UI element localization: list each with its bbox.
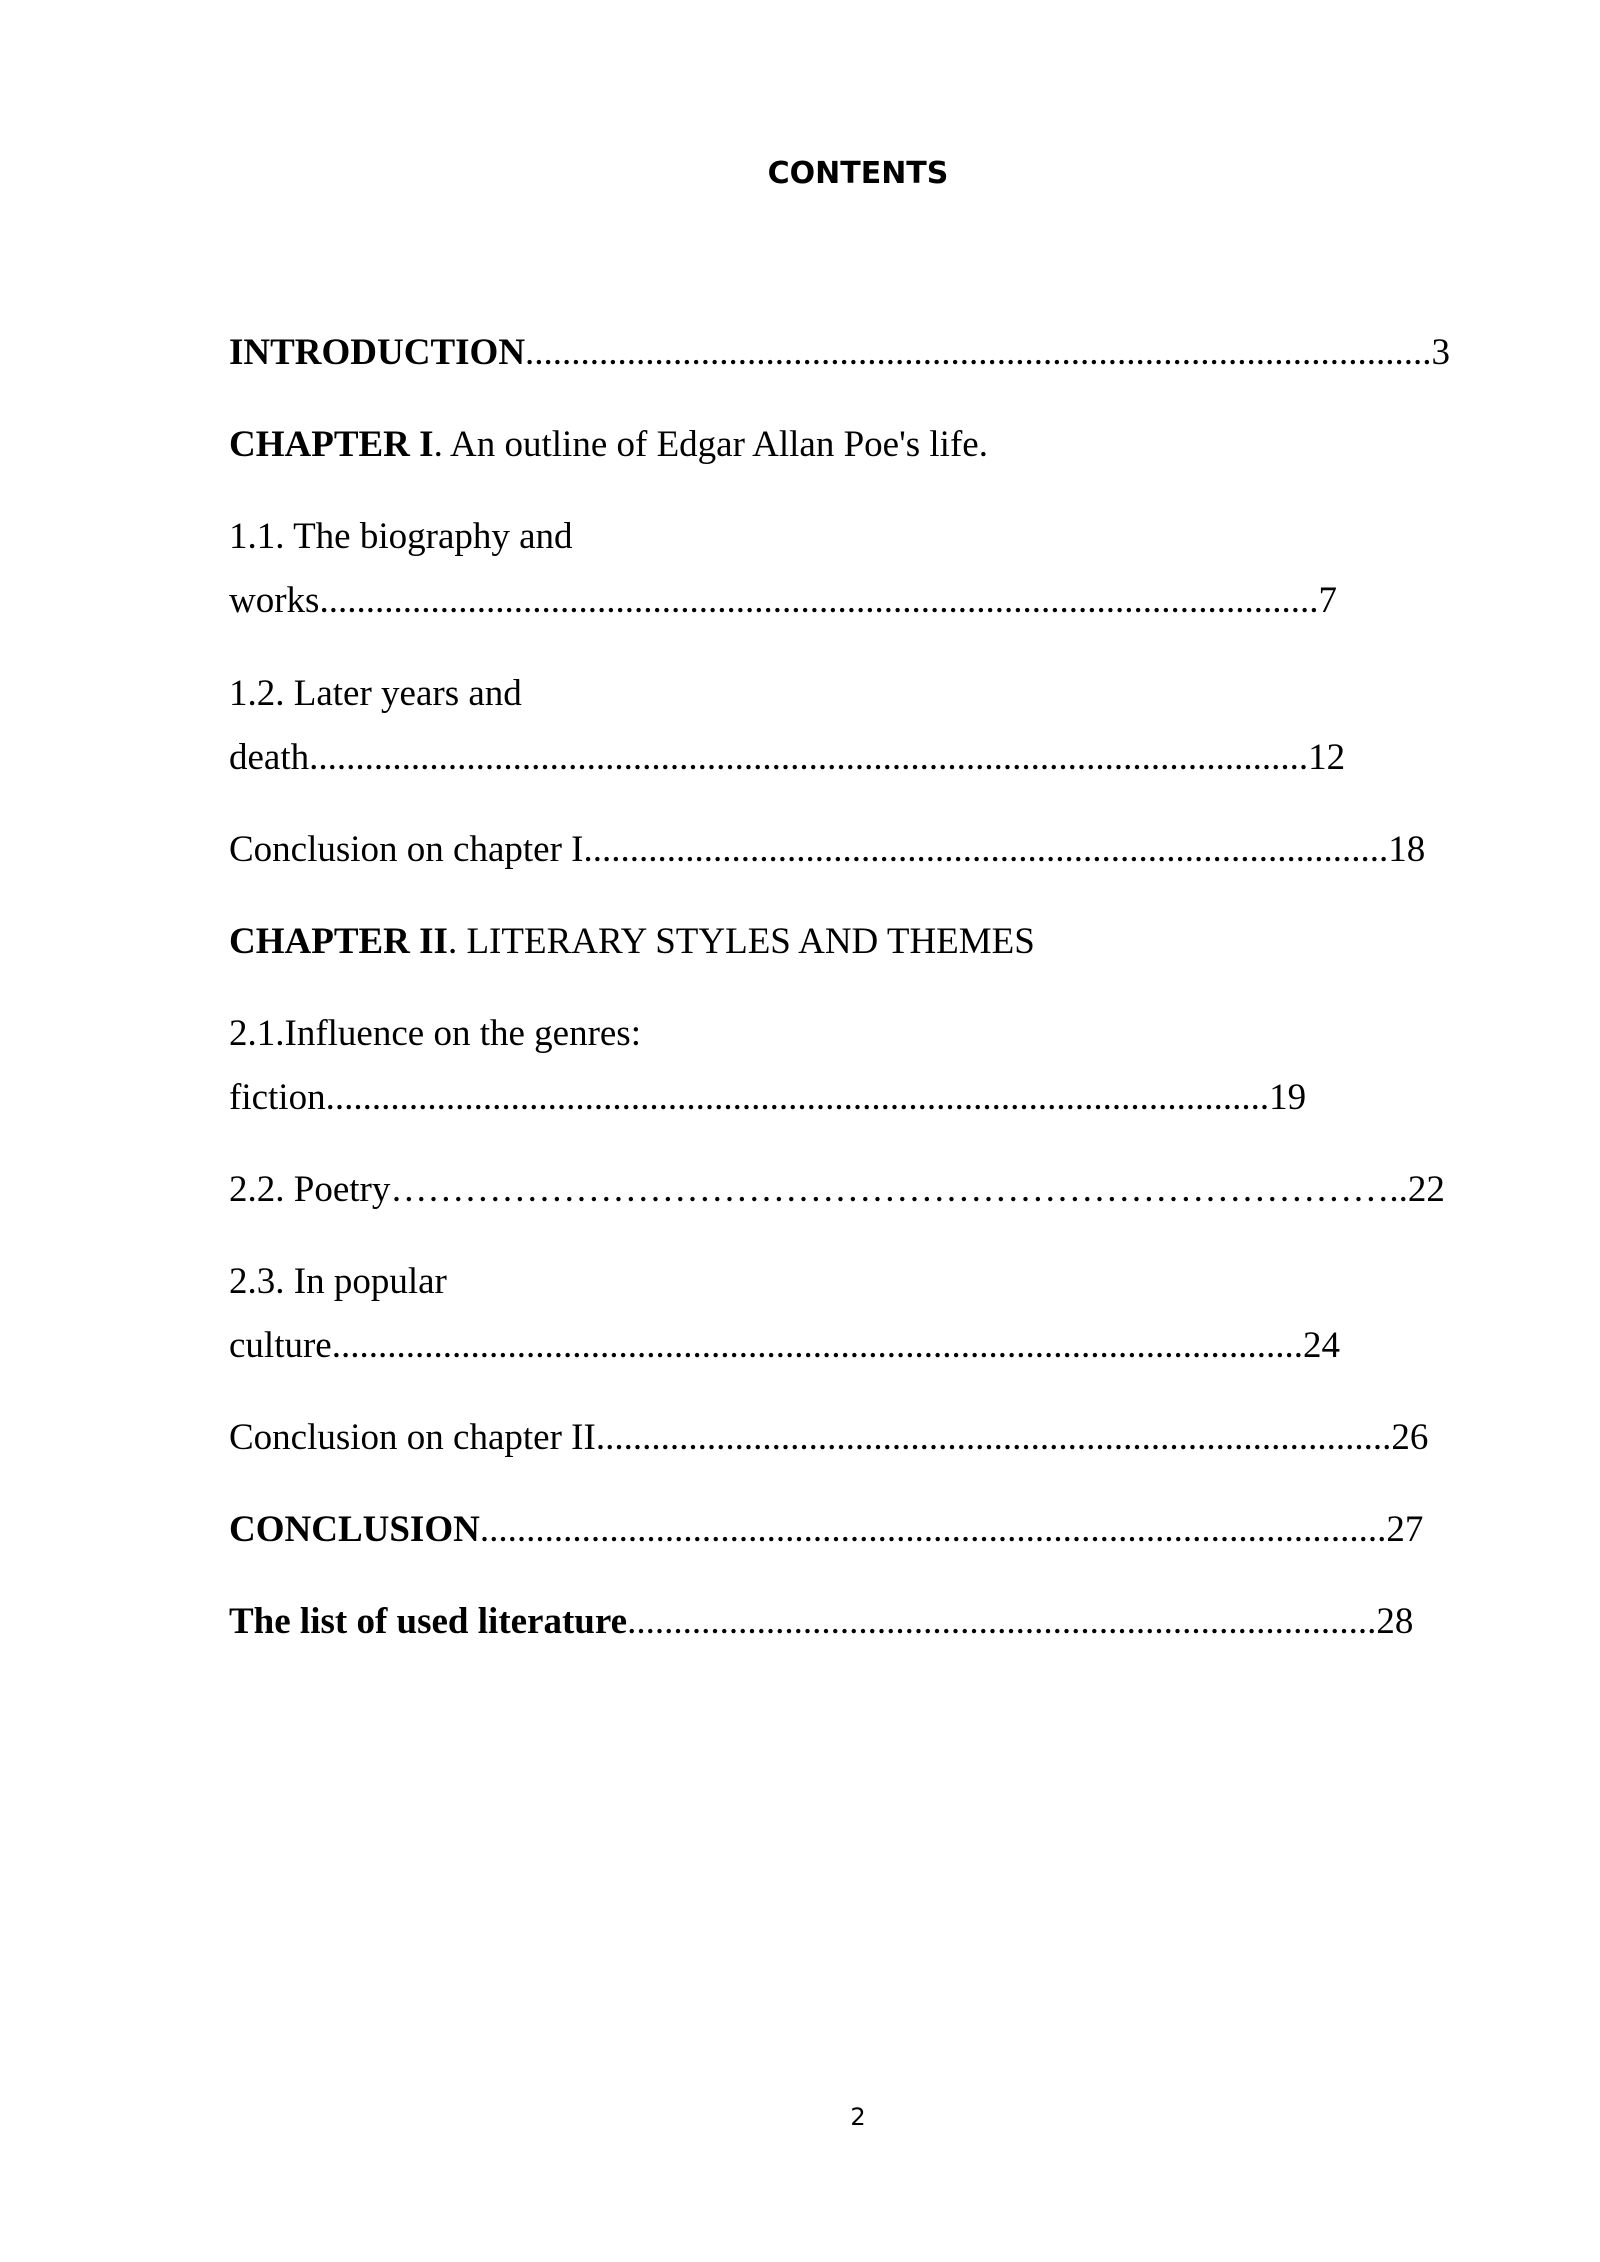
toc-entry-conclusion-chapter-2 xyxy=(229,1419,1428,1456)
toc-entry-2-3-line-1 xyxy=(229,1263,447,1300)
entry-leader: ............................................................................................................ xyxy=(319,580,1319,621)
entry-leader: .................................................................................................. xyxy=(525,332,1432,373)
entry-page-number: 27 xyxy=(1386,1509,1424,1550)
toc-entry-2-3-line-2 xyxy=(229,1327,1340,1364)
toc-entry-conclusion xyxy=(229,1511,1423,1548)
entry-leader: ................................................................................. xyxy=(627,1601,1377,1642)
toc-entry-1-2-line-2 xyxy=(229,739,1345,776)
entry-text: fiction xyxy=(229,1077,326,1118)
toc-entry-2-1-line-2 xyxy=(229,1079,1306,1116)
entry-text: Conclusion on chapter I xyxy=(229,829,584,870)
entry-text: culture xyxy=(229,1325,332,1366)
entry-leader: ....................................................................................... xyxy=(583,829,1389,870)
entry-text: 1.1. The biography and xyxy=(229,516,573,557)
entry-text: . An outline of Edgar Allan Poe's life. xyxy=(433,424,988,465)
toc-entry-introduction xyxy=(229,334,1450,371)
entry-bold-label: INTRODUCTION xyxy=(229,332,526,373)
entry-page-number: 28 xyxy=(1376,1601,1414,1642)
entry-text: Conclusion on chapter II xyxy=(229,1417,596,1458)
entry-page-number: 12 xyxy=(1308,737,1346,778)
toc-entry-1-1-line-2 xyxy=(229,582,1337,619)
entry-text: death xyxy=(229,737,310,778)
entry-bold-label: CHAPTER I xyxy=(229,424,434,465)
entry-text: 2.3. In popular xyxy=(229,1261,447,1302)
entry-text: works xyxy=(229,580,320,621)
entry-page-number: 26 xyxy=(1391,1417,1429,1458)
entry-page-number: 7 xyxy=(1318,580,1337,621)
entry-leader: ......................................................................................................... xyxy=(331,1325,1303,1366)
entry-leader: ……………………………………………………………………….. xyxy=(390,1169,1408,1210)
entry-page-number: 24 xyxy=(1302,1325,1340,1366)
toc-entry-literature xyxy=(229,1603,1413,1640)
entry-bold-label: CHAPTER II xyxy=(229,921,448,962)
toc-entry-2-2 xyxy=(229,1171,1445,1208)
entry-page-number: 3 xyxy=(1431,332,1451,373)
toc-entry-chapter-2 xyxy=(229,923,1035,960)
toc-entry-conclusion-chapter-1 xyxy=(229,831,1425,868)
entry-leader: ...................................................................................................... xyxy=(325,1077,1270,1118)
toc-entry-1-2-line-1 xyxy=(229,675,522,712)
toc-entry-1-1-line-1 xyxy=(229,518,573,555)
footer-page-number: 2 xyxy=(850,2103,866,2131)
entry-page-number: 22 xyxy=(1407,1169,1445,1210)
toc-entry-chapter-1 xyxy=(229,426,988,463)
entry-text: . LITERARY STYLES AND THEMES xyxy=(447,921,1035,962)
entry-page-number: 19 xyxy=(1269,1077,1307,1118)
entry-bold-label: The list of used literature xyxy=(229,1601,628,1642)
entry-leader: .................................................................................................. xyxy=(479,1509,1387,1550)
entry-leader: ............................................................................................................ xyxy=(309,737,1309,778)
entry-text: 1.2. Later years and xyxy=(229,673,522,714)
page-title: CONTENTS xyxy=(767,156,949,191)
toc-entry-2-1-line-1 xyxy=(229,1015,641,1052)
entry-page-number: 18 xyxy=(1388,829,1426,870)
entry-text: 2.1.Influence on the genres: xyxy=(229,1013,641,1054)
entry-text: 2.2. Poetry xyxy=(229,1169,391,1210)
entry-bold-label: CONCLUSION xyxy=(229,1509,480,1550)
entry-leader: ...................................................................................... xyxy=(595,1417,1392,1458)
